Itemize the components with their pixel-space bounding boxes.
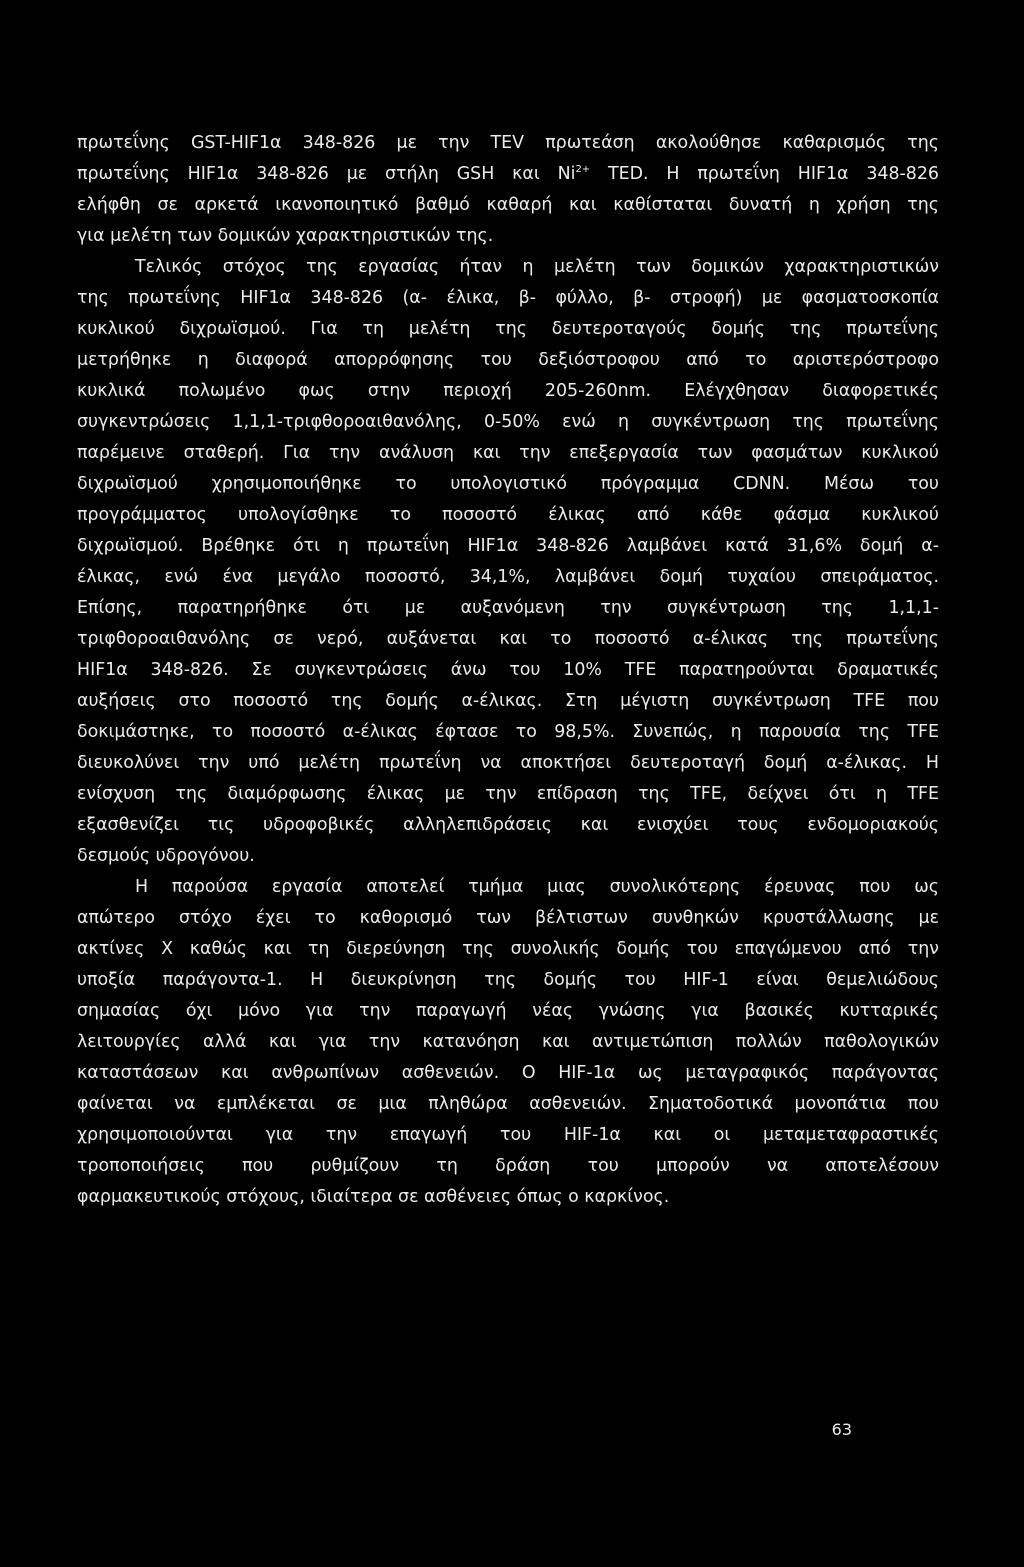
text-line: κυκλικού διχρωϊσμού. Για τη μελέτη της δευτεροταγούς δομής της πρωτεΐνης bbox=[77, 319, 939, 339]
text-line: σημασίας όχι μόνο για την παραγωγή νέας γνώσης για βασικές κυτταρικές bbox=[77, 1001, 939, 1021]
text-line: παρέμεινε σταθερή. Για την ανάλυση και την επεξεργασία των φασμάτων κυκλικού bbox=[77, 443, 939, 463]
text-line: χρησιμοποιούνται για την επαγωγή του HIF-1α και οι μεταμεταφραστικές bbox=[77, 1125, 939, 1145]
text-line: μετρήθηκε η διαφορά απορρόφησης του δεξιόστροφου από το αριστερόστροφο bbox=[77, 350, 939, 370]
text-line bbox=[77, 159, 939, 190]
paragraph-scope bbox=[77, 872, 939, 1213]
text-fragment: πρωτεΐνης HIF1α 348-826 με στήλη GSH και Ni bbox=[77, 164, 576, 184]
text-line: έλικας, ενώ ένα μεγάλο ποσοστό, 34,1%, λαμβάνει δομή τυχαίου σπειράματος. bbox=[77, 567, 939, 587]
text-line: κυκλικά πολωμένο φως στην περιοχή 205-260nm. Ελέγχθησαν διαφορετικές bbox=[77, 381, 939, 401]
text-line: τροποποιήσεις που ρυθμίζουν τη δράση του μπορούν να αποτελέσουν bbox=[77, 1156, 939, 1176]
text-line: υποξία παράγοντα-1. Η διευκρίνηση της δομής του HIF-1 είναι θεμελιώδους bbox=[77, 970, 939, 990]
text-line: δεσμούς υδρογόνου. bbox=[77, 846, 255, 866]
superscript-charge: 2+ bbox=[575, 164, 591, 175]
text-line: συγκεντρώσεις 1,1,1-τριφθοροαιθανόλης, 0-50% ενώ η συγκέντρωση της πρωτεΐνης bbox=[77, 412, 939, 432]
text-line: προγράμματος υπολογίσθηκε το ποσοστό έλικας από κάθε φάσμα κυκλικού bbox=[77, 505, 939, 525]
text-line: λειτουργίες αλλά και για την κατανόηση και αντιμετώπιση πολλών παθολογικών bbox=[77, 1032, 939, 1052]
text-line: Η παρούσα εργασία αποτελεί τμήμα μιας συνολικότερης έρευνας που ως bbox=[135, 877, 939, 897]
text-line: διχρωϊσμού. Βρέθηκε ότι η πρωτεΐνη HIF1α 348-826 λαμβάνει κατά 31,6% δομή α- bbox=[77, 536, 939, 556]
text-line: εξασθενίζει τις υδροφοβικές αλληλεπιδράσεις και ενισχύει τους ενδομοριακούς bbox=[77, 815, 939, 835]
text-line: απώτερο στόχο έχει το καθορισμό των βέλτιστων συνθηκών κρυστάλλωσης με bbox=[77, 908, 939, 928]
text-line: της πρωτεΐνης HIF1α 348-826 (α- έλικα, β- φύλλο, β- στροφή) με φασματοσκοπία bbox=[77, 288, 939, 308]
text-line: αυξήσεις στο ποσοστό της δομής α-έλικας. Στη μέγιστη συγκέντρωση TFE που bbox=[77, 691, 939, 711]
paragraph-objective bbox=[77, 252, 939, 872]
text-line: για μελέτη των δομικών χαρακτηριστικών της. bbox=[77, 226, 494, 246]
text-line: δοκιμάστηκε, το ποσοστό α-έλικας έφτασε το 98,5%. Συνεπώς, η παρουσία της TFE bbox=[77, 722, 939, 742]
text-line: Επίσης, παρατηρήθηκε ότι με αυξανόμενη την συγκέντρωση της 1,1,1- bbox=[77, 598, 939, 618]
text-line: ακτίνες Χ καθώς και τη διερεύνηση της συνολικής δομής του επαγώμενου από την bbox=[77, 939, 939, 959]
paragraph-continuation bbox=[77, 128, 939, 252]
text-line: ενίσχυση της διαμόρφωσης έλικας με την επίδραση της TFE, δείχνει ότι η TFE bbox=[77, 784, 939, 804]
text-line: φαρμακευτικούς στόχους, ιδιαίτερα σε ασθένειες όπως ο καρκίνος. bbox=[77, 1187, 670, 1207]
text-line: ελήφθη σε αρκετά ικανοποιητικό βαθμό καθαρή και καθίσταται δυνατή η χρήση της bbox=[77, 195, 939, 215]
page-number: 63 bbox=[831, 1420, 852, 1439]
text-line: διευκολύνει την υπό μελέτη πρωτεΐνη να αποκτήσει δευτεροταγή δομή α-έλικας. Η bbox=[77, 753, 939, 773]
text-fragment: TED. Η πρωτεΐνη HIF1α 348-826 bbox=[590, 164, 939, 184]
text-line: Τελικός στόχος της εργασίας ήταν η μελέτη των δομικών χαρακτηριστικών bbox=[135, 257, 939, 277]
text-line: φαίνεται να εμπλέκεται σε μια πληθώρα ασθενειών. Σηματοδοτικά μονοπάτια που bbox=[77, 1094, 939, 1114]
text-line: καταστάσεων και ανθρωπίνων ασθενειών. Ο HIF-1α ως μεταγραφικός παράγοντας bbox=[77, 1063, 939, 1083]
text-line: HIF1α 348-826. Σε συγκεντρώσεις άνω του 10% TFE παρατηρούνται δραματικές bbox=[77, 660, 939, 680]
text-line: τριφθοροαιθανόλης σε νερό, αυξάνεται και το ποσοστό α-έλικας της πρωτεΐνης bbox=[77, 629, 939, 649]
text-line: πρωτεΐνης GST-HIF1α 348-826 με την TEV πρωτεάση ακολούθησε καθαρισμός της bbox=[77, 133, 939, 153]
text-line: διχρωϊσμού χρησιμοποιήθηκε το υπολογιστικό πρόγραμμα CDNN. Μέσω του bbox=[77, 474, 939, 494]
